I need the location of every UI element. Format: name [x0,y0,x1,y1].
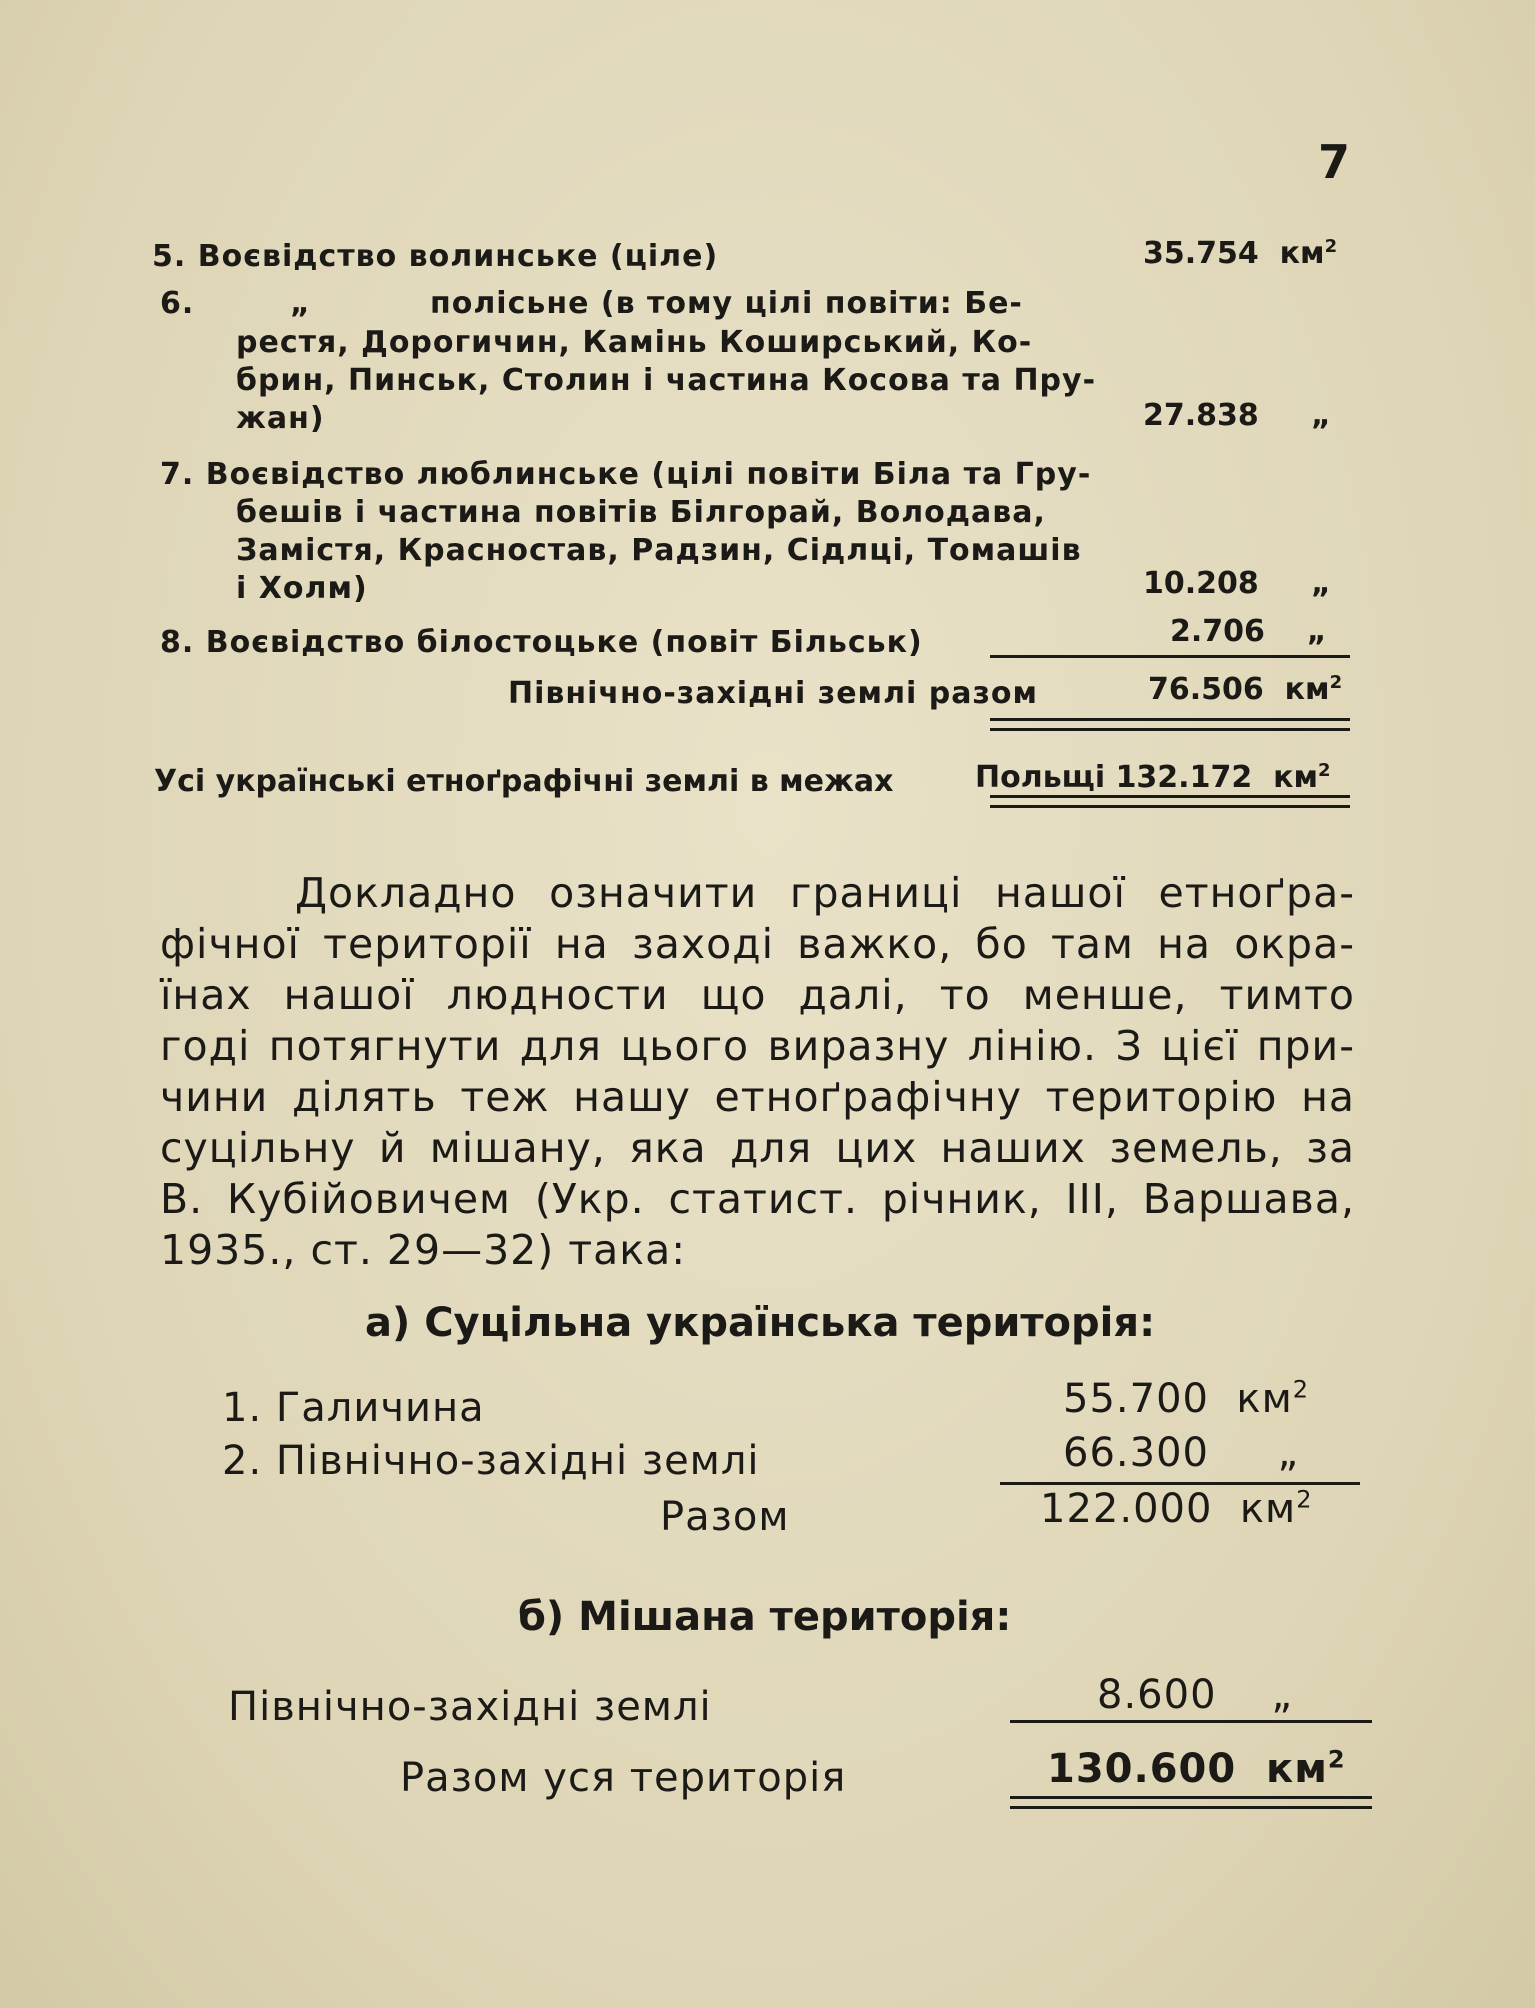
paragraph-line: годі потягнути для цього виразну лінію. З цієї при- [160,1022,1355,1070]
list-item-6-ditto: „ [290,286,311,321]
list-item-6-line4: жан) [236,401,325,436]
list-item-7-line4: і Холм) [236,571,368,606]
grand-total-label: Усі українські етноґрафічні землі в межах [154,764,894,799]
list-item-5-label: 5. Воєвідство волинське (ціле) [152,239,719,274]
list-item-7-line3: Замістя, Красностав, Радзин, Сідлці, Томашів [236,533,1082,568]
section-b-row-value: 8.600 „ [1097,1672,1294,1718]
section-a-total-rule [1000,1482,1360,1485]
list-item-8-label: 8. Воєвідство білостоцьке (повіт Більськ) [160,625,923,660]
subtotal-value: 76.506 $км^2$ [1148,672,1343,707]
paragraph-line: 1935., ст. 29—32) така: [160,1226,687,1274]
subtotal-rule [990,655,1350,658]
section-a-row-2-label: 2. Північно-західні землі [222,1438,760,1484]
list-item-6-line3: брин, Пинськ, Столин і частина Косова та Пру- [236,363,1097,398]
list-item-6-value: 27.838 „ [1143,398,1331,433]
paragraph-line: їнах нашої людности що далі, то менше, тимто [160,971,1355,1019]
list-item-7-value: 10.208 „ [1143,566,1331,601]
section-b-row-label: Північно-західні землі [228,1684,712,1730]
body-paragraph [160,868,1355,1276]
list-item-6-line2: рестя, Дорогичин, Камінь Коширський, Ко- [236,325,1033,360]
grand-total-double-rule-bottom [990,805,1350,808]
grand-total-double-rule-top [990,795,1350,798]
section-a-total-value: 122.000 $км^2$ [1040,1485,1313,1532]
section-b-total-value: 130.600 $км^2$ [1047,1745,1346,1792]
section-a-row-1-value: 55.700 $км^2$ [1063,1375,1310,1422]
subtotal-label: Північно-західні землі разом [508,676,1039,711]
paragraph-line: фічної території на заході важко, бо там на окра- [160,920,1355,968]
subtotal-double-rule-top [990,718,1350,721]
page-number: 7 [1318,135,1351,189]
paragraph-line: В. Кубійовичем (Укр. статист. річник, III, Варшава, [160,1175,1355,1223]
subtotal-double-rule-bottom [990,728,1350,731]
paragraph-line: суцільну й мішану, яка для цих наших земель, за [160,1124,1355,1172]
paragraph-line: чини ділять теж нашу етноґрафічну територію на [160,1073,1355,1121]
list-item-7-line1: 7. Воєвідство люблинське (цілі повіти Біла та Гру- [160,457,1092,492]
section-b-total-label: Разом уся територія [400,1755,847,1801]
list-item-6-number: 6. [160,286,195,321]
section-b-double-rule-top [1010,1796,1372,1799]
section-b-double-rule-bottom [1010,1806,1372,1809]
list-item-7-line2: бешів і частина повітів Білгорай, Володава, [236,495,1046,530]
section-a-total-label: Разом [660,1494,790,1540]
section-b-heading: б) Мішана територія: [518,1594,1012,1640]
paragraph-line: Докладно означити границі нашої етноґра- [295,869,1355,917]
section-a-row-1-label: 1. Галичина [222,1385,485,1431]
section-a-row-2-value: 66.300 „ [1063,1430,1300,1476]
list-item-6-line1: полісьне (в тому цілі повіти: Бе- [430,286,1023,321]
section-a-heading: а) Суцільна українська територія: [365,1300,1156,1346]
grand-total-value: Польщі 132.172 $км^2$ [975,760,1331,795]
section-b-total-rule [1010,1720,1372,1723]
list-item-5-value: 35.754 $км^2$ [1143,236,1338,271]
list-item-8-value: 2.706 „ [1170,614,1327,649]
